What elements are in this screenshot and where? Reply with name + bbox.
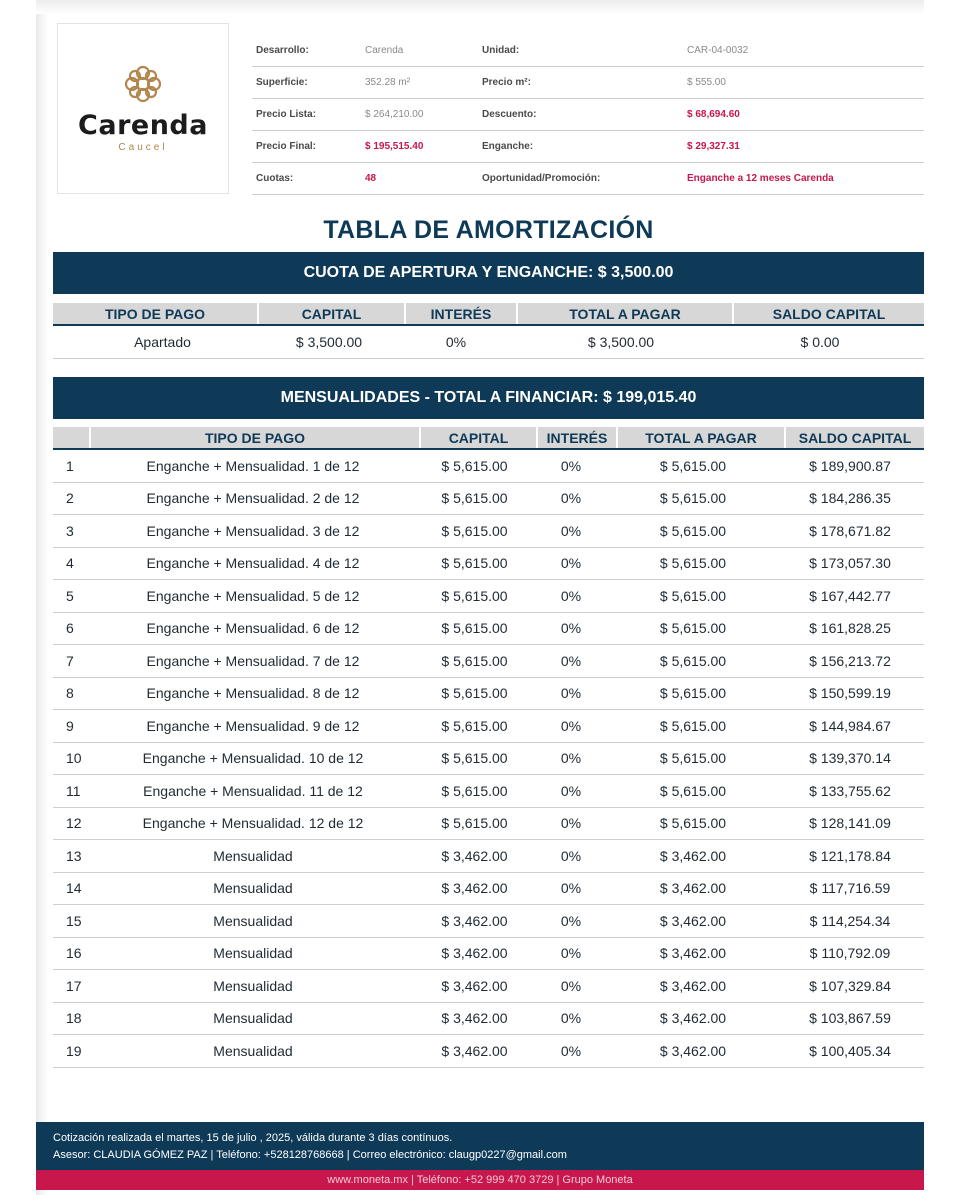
cell-total: $ 3,462.00 bbox=[659, 912, 727, 929]
info-row bbox=[252, 131, 924, 163]
header-saldo: SALDO CAPITAL bbox=[772, 305, 886, 322]
cell-total: $ 5,615.00 bbox=[659, 750, 727, 767]
cell-total: $ 5,615.00 bbox=[659, 652, 727, 669]
cell-num: 7 bbox=[66, 652, 74, 669]
info-label: Oportunidad/Promoción: bbox=[482, 173, 601, 184]
cell-saldo: $ 156,213.72 bbox=[809, 652, 891, 669]
cell-capital: $ 3,462.00 bbox=[441, 1042, 508, 1059]
table-row bbox=[53, 645, 924, 678]
cell-capital: $ 5,615.00 bbox=[441, 620, 508, 637]
cell-interes: 0% bbox=[560, 717, 582, 734]
cell-tipo: Enganche + Mensualidad. 1 de 12 bbox=[146, 457, 360, 474]
info-value: $ 555.00 bbox=[687, 77, 726, 88]
page-top-edge bbox=[36, 0, 924, 14]
cell-total: $ 5,615.00 bbox=[659, 522, 727, 539]
cell-num: 17 bbox=[66, 977, 82, 994]
cell-total: $ 5,615.00 bbox=[659, 457, 727, 474]
cell-interes: 0% bbox=[560, 912, 582, 929]
footer-contact-bar: www.moneta.mx | Teléfono: +52 999 470 3729 | Grupo Moneta bbox=[36, 1170, 924, 1190]
cell-capital: $ 3,462.00 bbox=[441, 912, 508, 929]
cell-interes: 0% bbox=[560, 945, 582, 962]
table-row bbox=[53, 515, 924, 548]
info-value: 48 bbox=[365, 173, 377, 184]
cell-saldo: $ 107,329.84 bbox=[809, 977, 891, 994]
cell-tipo: Apartado bbox=[134, 334, 191, 350]
header-capital: CAPITAL bbox=[259, 303, 406, 324]
cell-capital: $ 3,462.00 bbox=[441, 847, 508, 864]
header-saldo: SALDO CAPITAL bbox=[798, 429, 912, 446]
header-interes: INTERÉS bbox=[538, 427, 618, 448]
cell-saldo: $ 139,370.14 bbox=[809, 750, 891, 767]
cell-capital: $ 5,615.00 bbox=[441, 457, 508, 474]
cell-num: 6 bbox=[66, 620, 74, 637]
cell-capital: $ 5,615.00 bbox=[441, 587, 508, 604]
cell-interes: 0% bbox=[560, 457, 582, 474]
cell-num: 1 bbox=[66, 457, 74, 474]
info-label: Unidad: bbox=[482, 45, 520, 56]
cell-saldo: $ 167,442.77 bbox=[809, 587, 891, 604]
apertura-header bbox=[53, 303, 924, 326]
cell-saldo: $ 144,984.67 bbox=[809, 717, 891, 734]
cell-tipo: Enganche + Mensualidad. 7 de 12 bbox=[146, 652, 360, 669]
cell-num: 19 bbox=[66, 1042, 82, 1059]
cell-interes: 0% bbox=[560, 977, 582, 994]
property-info bbox=[252, 35, 924, 195]
table-row bbox=[53, 1035, 924, 1068]
table-row bbox=[53, 775, 924, 808]
info-row bbox=[252, 67, 924, 99]
cell-saldo: $ 0.00 bbox=[800, 334, 840, 350]
header-total: TOTAL A PAGAR bbox=[518, 303, 734, 324]
cell-num: 10 bbox=[66, 750, 82, 767]
cell-tipo: Mensualidad bbox=[213, 1010, 293, 1027]
cell-tipo: Enganche + Mensualidad. 3 de 12 bbox=[146, 522, 360, 539]
logo-name: Carenda bbox=[78, 110, 208, 141]
cell-tipo: Mensualidad bbox=[213, 912, 293, 929]
page-title: TABLA DE AMORTIZACIÓN bbox=[323, 216, 654, 244]
cell-total: $ 5,615.00 bbox=[659, 587, 727, 604]
info-label: Precio Lista: bbox=[256, 109, 317, 120]
table-row bbox=[53, 873, 924, 906]
cell-interes: 0% bbox=[560, 750, 582, 767]
table-row bbox=[53, 548, 924, 581]
header-interes: INTERÉS bbox=[406, 303, 518, 324]
carenda-emblem-icon bbox=[123, 64, 163, 104]
footer-quote-date: Cotización realizada el martes, 15 de julio , 2025, válida durante 3 días contínuos. bbox=[53, 1132, 453, 1144]
header-tipo-pago: TIPO DE PAGO bbox=[53, 303, 259, 324]
cell-capital: $ 5,615.00 bbox=[441, 490, 508, 507]
cell-capital: $ 5,615.00 bbox=[441, 815, 508, 832]
info-label: Superficie: bbox=[256, 77, 308, 88]
cell-tipo: Mensualidad bbox=[213, 847, 293, 864]
cell-num: 11 bbox=[66, 782, 81, 799]
header-total: TOTAL A PAGAR bbox=[618, 427, 786, 448]
cell-total: $ 3,462.00 bbox=[659, 880, 727, 897]
cell-total: $ 5,615.00 bbox=[659, 717, 727, 734]
cell-interes: 0% bbox=[560, 880, 582, 897]
cell-tipo: Enganche + Mensualidad. 4 de 12 bbox=[146, 555, 360, 572]
info-label: Precio Final: bbox=[256, 141, 317, 152]
info-row bbox=[252, 99, 924, 131]
page-edge bbox=[36, 0, 48, 1195]
header-capital: CAPITAL bbox=[421, 427, 538, 448]
cell-capital: $ 5,615.00 bbox=[441, 555, 508, 572]
info-value: CAR-04-0032 bbox=[687, 45, 749, 56]
cell-num: 13 bbox=[66, 847, 82, 864]
cell-saldo: $ 161,828.25 bbox=[809, 620, 891, 637]
cell-total: $ 3,462.00 bbox=[659, 945, 727, 962]
info-label: Enganche: bbox=[482, 141, 534, 152]
cell-capital: $ 5,615.00 bbox=[441, 782, 508, 799]
info-value: $ 195,515.40 bbox=[365, 141, 424, 152]
cell-saldo: $ 110,792.09 bbox=[809, 945, 891, 962]
cell-capital: $ 5,615.00 bbox=[441, 652, 508, 669]
cell-interes: 0% bbox=[560, 685, 582, 702]
table-row bbox=[53, 938, 924, 971]
cell-tipo: Mensualidad bbox=[213, 945, 293, 962]
table-row bbox=[53, 808, 924, 841]
info-value: $ 264,210.00 bbox=[365, 109, 424, 120]
cell-num: 14 bbox=[66, 880, 82, 897]
info-value: 352.28 m² bbox=[365, 77, 411, 88]
table-row bbox=[53, 970, 924, 1003]
cell-num: 5 bbox=[66, 587, 74, 604]
cell-total: $ 3,462.00 bbox=[659, 1010, 727, 1027]
info-value: $ 68,694.60 bbox=[687, 109, 740, 120]
cell-num: 16 bbox=[66, 945, 82, 962]
table-row bbox=[53, 905, 924, 938]
cell-interes: 0% bbox=[560, 1010, 582, 1027]
cell-tipo: Enganche + Mensualidad. 11 de 12 bbox=[143, 782, 363, 799]
cell-total: $ 3,462.00 bbox=[659, 847, 727, 864]
cell-saldo: $ 178,671.82 bbox=[809, 522, 891, 539]
cell-total: $ 3,462.00 bbox=[659, 1042, 727, 1059]
cell-num: 9 bbox=[66, 717, 74, 734]
cell-interes: 0% bbox=[560, 490, 582, 507]
apertura-band: CUOTA DE APERTURA Y ENGANCHE: $ 3,500.00 bbox=[53, 252, 924, 294]
logo-subtitle: Caucel bbox=[118, 142, 168, 153]
cell-capital: $ 5,615.00 bbox=[441, 750, 508, 767]
table-row bbox=[53, 1003, 924, 1036]
table-row bbox=[53, 326, 924, 359]
cell-saldo: $ 189,900.87 bbox=[809, 457, 891, 474]
cell-tipo: Enganche + Mensualidad. 10 de 12 bbox=[142, 750, 364, 767]
cell-capital: $ 3,462.00 bbox=[441, 880, 508, 897]
cell-capital: $ 3,500.00 bbox=[295, 334, 363, 350]
info-row bbox=[252, 163, 924, 195]
cell-total: $ 5,615.00 bbox=[659, 815, 727, 832]
mensualidades-header bbox=[53, 427, 924, 450]
cell-total: $ 5,615.00 bbox=[659, 490, 727, 507]
info-label: Precio m²: bbox=[482, 77, 531, 88]
cell-saldo: $ 117,716.59 bbox=[809, 880, 891, 897]
logo bbox=[57, 23, 229, 194]
cell-interes: 0% bbox=[560, 815, 582, 832]
cell-saldo: $ 150,599.19 bbox=[809, 685, 891, 702]
cell-capital: $ 3,462.00 bbox=[441, 945, 508, 962]
cell-tipo: Enganche + Mensualidad. 2 de 12 bbox=[146, 490, 360, 507]
info-row bbox=[252, 35, 924, 67]
cell-saldo: $ 114,254.34 bbox=[809, 912, 891, 929]
cell-saldo: $ 133,755.62 bbox=[809, 782, 891, 799]
cell-num: 3 bbox=[66, 522, 74, 539]
table-row bbox=[53, 450, 924, 483]
cell-num: 4 bbox=[66, 555, 74, 572]
info-label: Cuotas: bbox=[256, 173, 294, 184]
table-row bbox=[53, 483, 924, 516]
info-value: Enganche a 12 meses Carenda bbox=[687, 173, 834, 184]
cell-capital: $ 5,615.00 bbox=[441, 522, 508, 539]
cell-saldo: $ 100,405.34 bbox=[809, 1042, 891, 1059]
cell-tipo: Enganche + Mensualidad. 12 de 12 bbox=[142, 815, 364, 832]
cell-num: 15 bbox=[66, 912, 82, 929]
cell-interes: 0% bbox=[560, 522, 582, 539]
cell-interes: 0% bbox=[560, 1042, 582, 1059]
table-row bbox=[53, 743, 924, 776]
cell-saldo: $ 173,057.30 bbox=[809, 555, 891, 572]
table-row bbox=[53, 613, 924, 646]
cell-total: $ 5,615.00 bbox=[659, 620, 727, 637]
cell-saldo: $ 121,178.84 bbox=[809, 847, 891, 864]
table-row bbox=[53, 710, 924, 743]
cell-num: 2 bbox=[66, 490, 74, 507]
cell-saldo: $ 103,867.59 bbox=[809, 1010, 891, 1027]
info-label: Descuento: bbox=[482, 109, 537, 120]
cell-tipo: Enganche + Mensualidad. 6 de 12 bbox=[146, 620, 360, 637]
cell-interes: 0% bbox=[560, 652, 582, 669]
header-num bbox=[53, 427, 91, 448]
cell-num: 8 bbox=[66, 685, 74, 702]
cell-interes: 0% bbox=[445, 334, 467, 350]
cell-tipo: Mensualidad bbox=[213, 1042, 293, 1059]
cell-interes: 0% bbox=[560, 587, 582, 604]
footer-advisor: Asesor: CLAUDIA GÓMEZ PAZ | Teléfono: +528128768668 | Correo electrónico: claugp0227@gmail.com bbox=[53, 1149, 567, 1161]
cell-capital: $ 3,462.00 bbox=[441, 977, 508, 994]
cell-capital: $ 5,615.00 bbox=[441, 685, 508, 702]
cell-tipo: Mensualidad bbox=[213, 977, 293, 994]
cell-saldo: $ 184,286.35 bbox=[809, 490, 891, 507]
cell-capital: $ 3,462.00 bbox=[441, 1010, 508, 1027]
table-row bbox=[53, 678, 924, 711]
info-value: $ 29,327.31 bbox=[687, 141, 740, 152]
mensualidades-band: MENSUALIDADES - TOTAL A FINANCIAR: $ 199,015.40 bbox=[53, 377, 924, 419]
footer bbox=[36, 1122, 924, 1170]
cell-total: $ 3,500.00 bbox=[587, 334, 655, 350]
cell-total: $ 5,615.00 bbox=[659, 555, 727, 572]
cell-interes: 0% bbox=[560, 620, 582, 637]
cell-num: 12 bbox=[66, 815, 82, 832]
cell-num: 18 bbox=[66, 1010, 82, 1027]
cell-interes: 0% bbox=[560, 782, 582, 799]
cell-tipo: Enganche + Mensualidad. 5 de 12 bbox=[146, 587, 360, 604]
cell-interes: 0% bbox=[560, 847, 582, 864]
cell-tipo: Mensualidad bbox=[213, 880, 293, 897]
cell-total: $ 5,615.00 bbox=[659, 685, 727, 702]
info-label: Desarrollo: bbox=[256, 45, 309, 56]
table-row bbox=[53, 840, 924, 873]
cell-tipo: Enganche + Mensualidad. 8 de 12 bbox=[146, 685, 360, 702]
cell-total: $ 5,615.00 bbox=[659, 782, 727, 799]
cell-capital: $ 5,615.00 bbox=[441, 717, 508, 734]
cell-interes: 0% bbox=[560, 555, 582, 572]
cell-tipo: Enganche + Mensualidad. 9 de 12 bbox=[146, 717, 360, 734]
header-tipo-pago: TIPO DE PAGO bbox=[91, 427, 421, 448]
cell-saldo: $ 128,141.09 bbox=[809, 815, 891, 832]
info-value: Carenda bbox=[365, 45, 404, 56]
table-row bbox=[53, 580, 924, 613]
cell-total: $ 3,462.00 bbox=[659, 977, 727, 994]
